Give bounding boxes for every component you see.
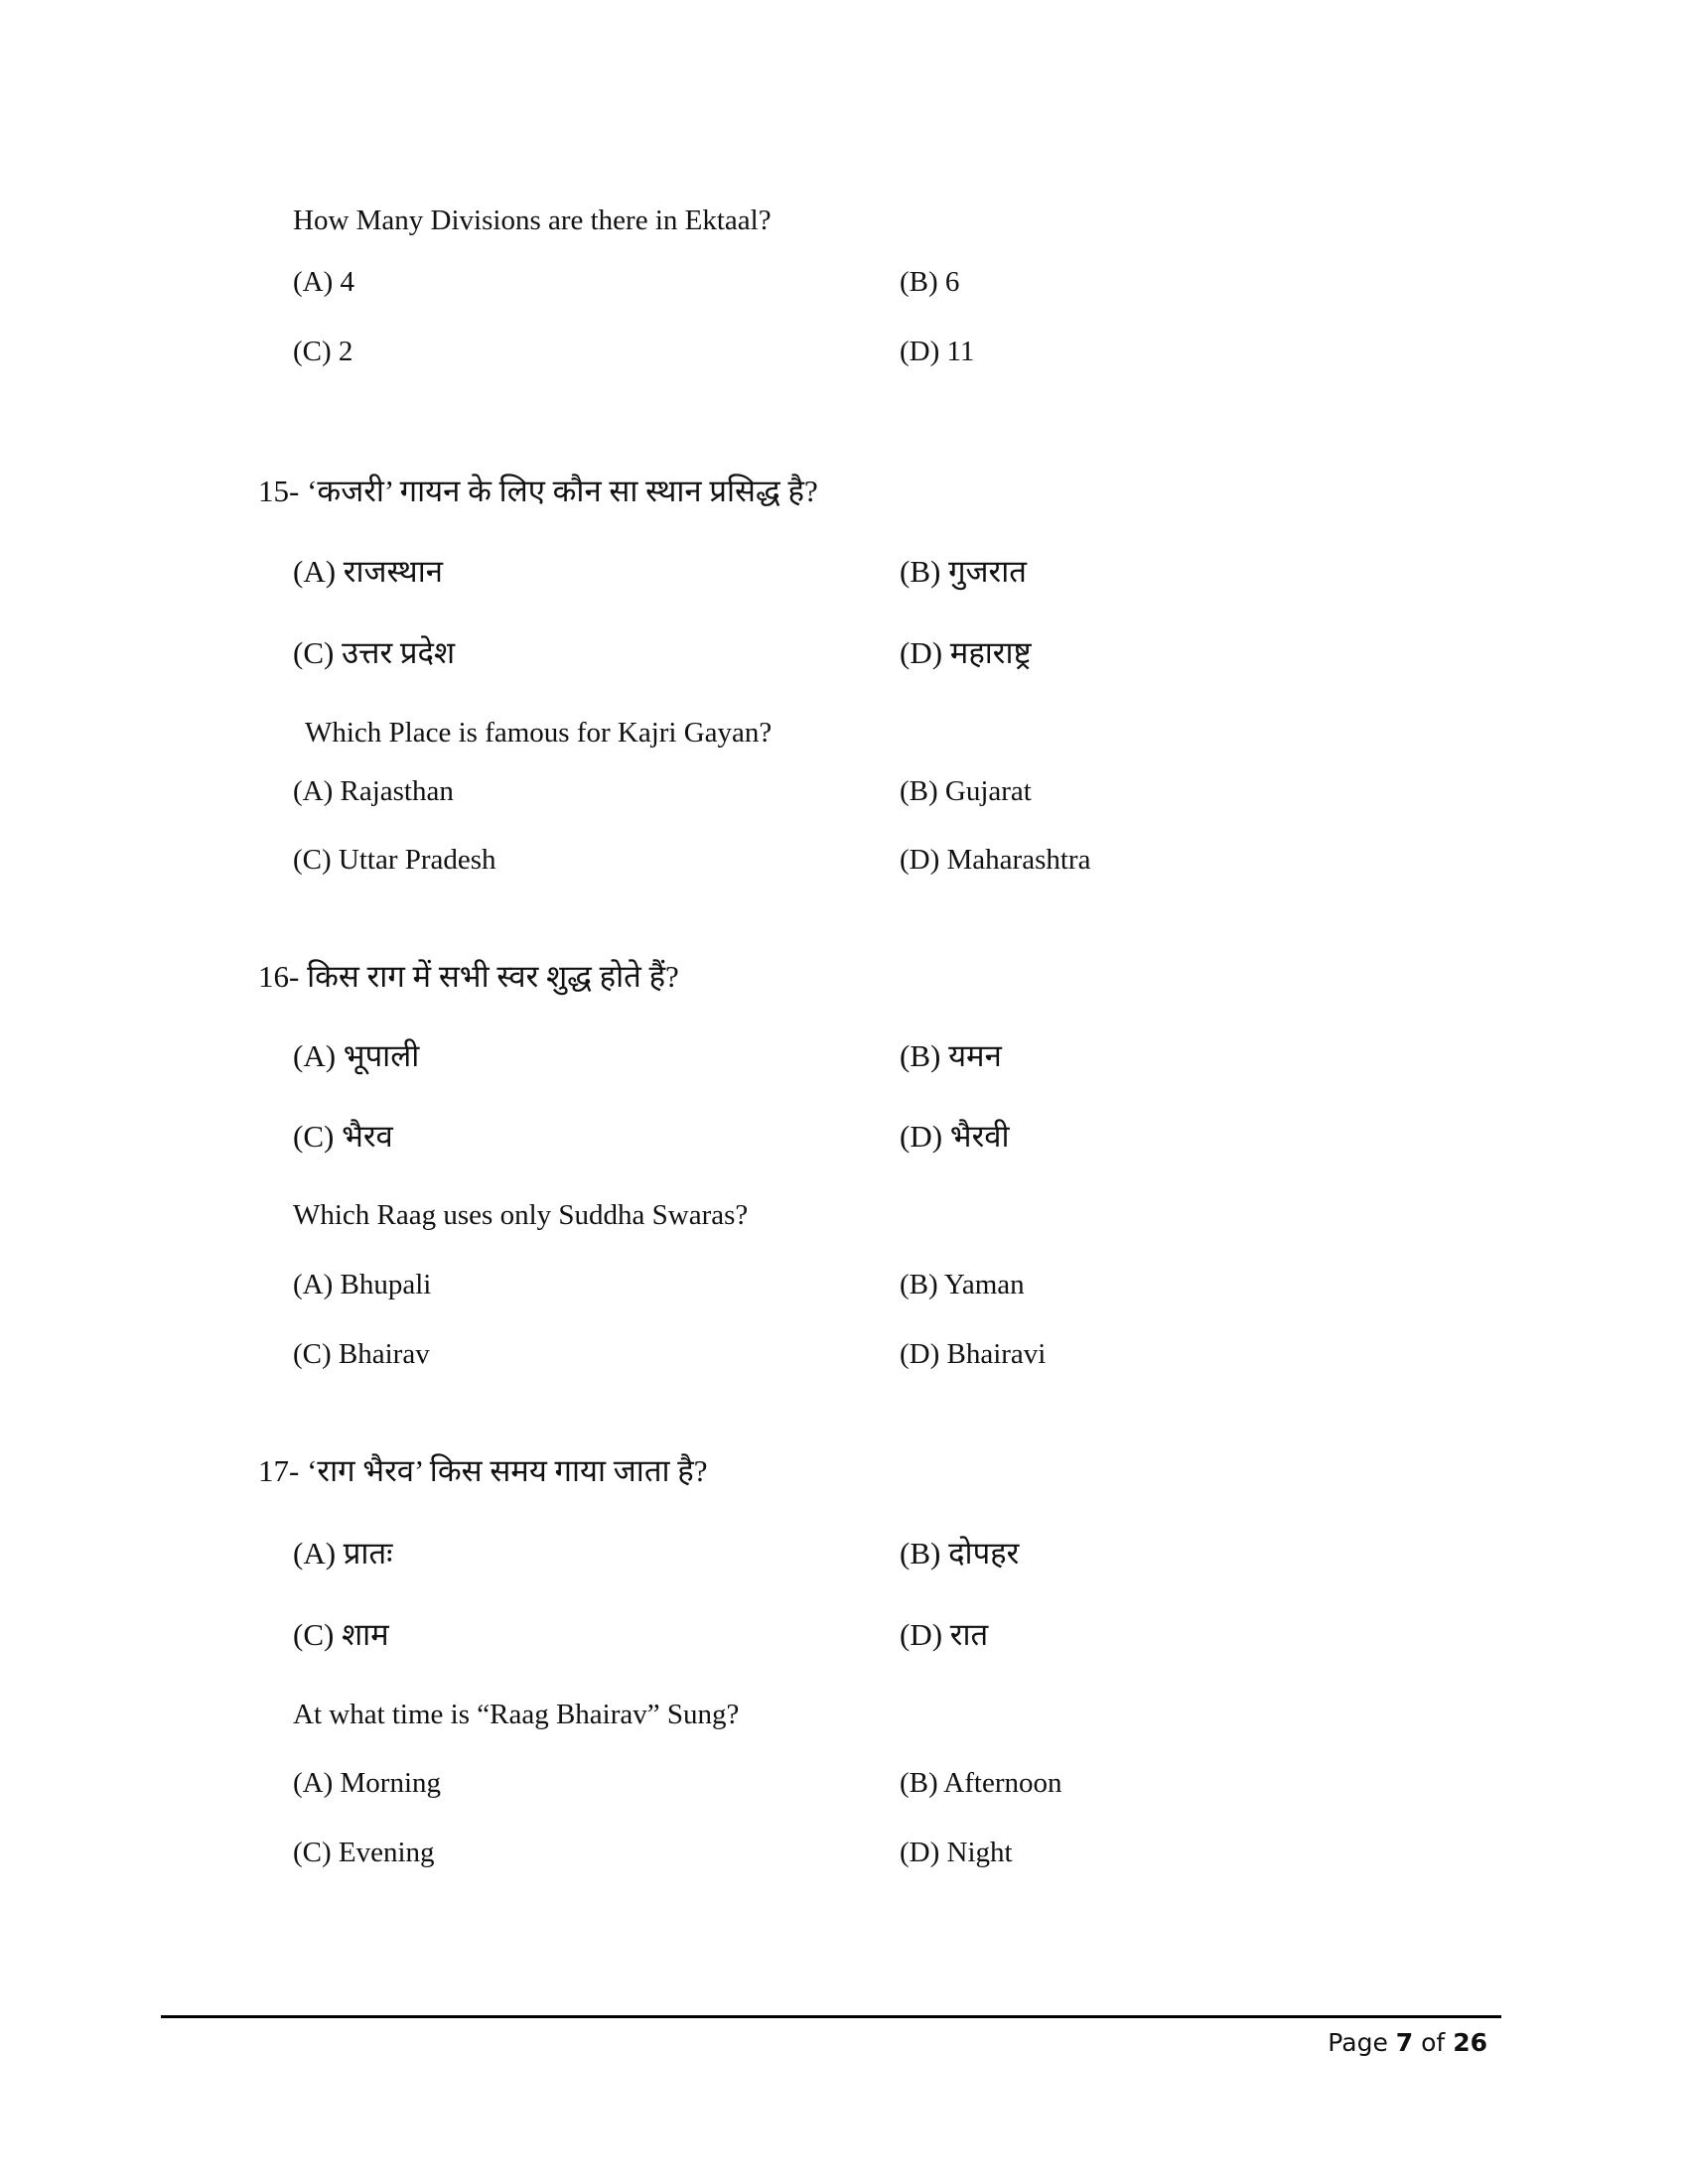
- option-c: (C) भैरव: [293, 1119, 393, 1154]
- option-d: (D) महाराष्ट्र: [900, 635, 1032, 670]
- option-d: (D) Night: [900, 1837, 1013, 1868]
- option-a: (A) Bhupali: [293, 1269, 432, 1300]
- option-b: (B) Yaman: [900, 1269, 1025, 1300]
- option-d: (D) 11: [900, 336, 975, 367]
- option-a: (A) राजस्थान: [293, 554, 443, 589]
- of-label: of: [1421, 2028, 1446, 2057]
- question-text: At what time is “Raag Bhairav” Sung?: [293, 1699, 740, 1730]
- option-b: (B) Afternoon: [900, 1767, 1062, 1799]
- option-d: (D) भैरवी: [900, 1119, 1010, 1154]
- option-b: (B) दोपहर: [900, 1536, 1020, 1570]
- option-d: (D) Maharashtra: [900, 844, 1091, 876]
- option-c: (C) Uttar Pradesh: [293, 844, 496, 876]
- option-d: (D) रात: [900, 1617, 989, 1652]
- page-number: 7: [1395, 2028, 1414, 2057]
- option-b: (B) गुजरात: [900, 554, 1027, 589]
- question-text-hindi: 16- किस राग में सभी स्वर शुद्ध होते हैं?: [258, 959, 679, 994]
- question-text-hindi: 17- ‘राग भैरव’ किस समय गाया जाता है?: [258, 1453, 708, 1488]
- page-footer: [1328, 2028, 1487, 2057]
- option-a: (A) भूपाली: [293, 1038, 420, 1073]
- option-b: (B) यमन: [900, 1038, 1002, 1073]
- footer-divider: [161, 2015, 1501, 2018]
- option-a: (A) Rajasthan: [293, 775, 454, 807]
- page-label: Page: [1328, 2028, 1388, 2057]
- option-c: (C) Bhairav: [293, 1338, 430, 1370]
- option-d: (D) Bhairavi: [900, 1338, 1047, 1370]
- option-c: (C) Evening: [293, 1837, 435, 1868]
- option-c: (C) 2: [293, 336, 353, 367]
- option-b: (B) 6: [900, 266, 960, 298]
- option-b: (B) Gujarat: [900, 775, 1032, 807]
- total-pages: 26: [1453, 2028, 1487, 2057]
- question-text: Which Place is famous for Kajri Gayan?: [305, 717, 773, 749]
- option-a: (A) 4: [293, 266, 355, 298]
- option-a: (A) प्रातः: [293, 1536, 393, 1570]
- question-text: Which Raag uses only Suddha Swaras?: [293, 1199, 749, 1231]
- question-text: How Many Divisions are there in Ektaal?: [293, 205, 772, 236]
- question-text-hindi: 15- ‘कजरी’ गायन के लिए कौन सा स्थान प्रसिद्ध है?: [258, 474, 818, 508]
- option-c: (C) उत्तर प्रदेश: [293, 635, 456, 670]
- option-c: (C) शाम: [293, 1617, 389, 1652]
- option-a: (A) Morning: [293, 1767, 442, 1799]
